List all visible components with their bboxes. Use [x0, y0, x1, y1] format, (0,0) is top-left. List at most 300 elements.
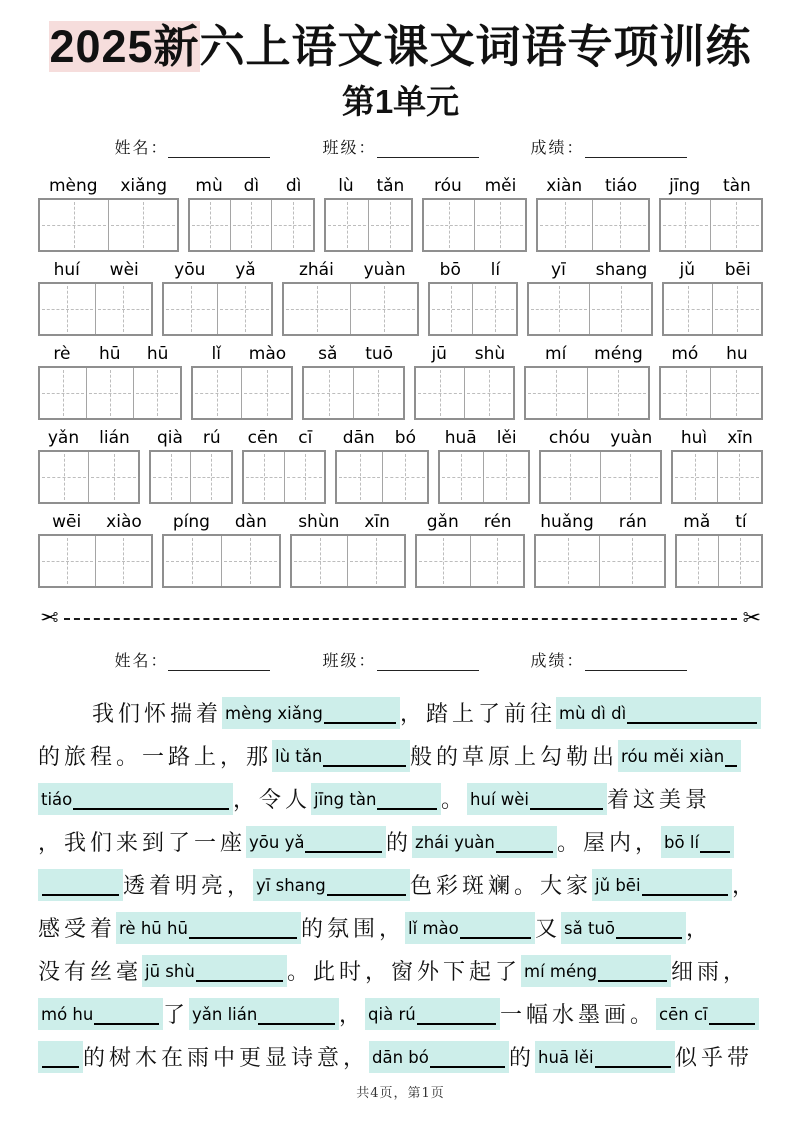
passage-blank[interactable] [467, 783, 607, 815]
writing-cell[interactable] [711, 368, 761, 418]
writing-cell[interactable] [272, 200, 312, 250]
writing-cell[interactable] [538, 200, 593, 250]
pinyin-syllable: shang [595, 260, 648, 280]
blank-underline [642, 894, 729, 896]
word-group [438, 426, 530, 504]
word-group [162, 258, 273, 336]
writing-cell[interactable] [475, 200, 525, 250]
word-group [414, 342, 516, 420]
writing-cell[interactable] [348, 536, 404, 586]
passage-text: 。屋内， [557, 831, 662, 856]
blank-underline [725, 765, 737, 767]
blank-underline [700, 851, 730, 853]
passage-text: 般的草原上勾勒出 [410, 745, 619, 770]
pinyin-syllable: lián [99, 428, 130, 448]
writing-cell[interactable] [222, 536, 279, 586]
pinyin-syllable: mèng [48, 176, 98, 196]
passage-text: ，令人 [233, 788, 312, 813]
blank-pinyin-hint: sǎ tuō [564, 918, 616, 938]
word-group [290, 510, 407, 588]
pinyin-syllable: rén [483, 512, 512, 532]
passage-text: 的旅程。一路上，那 [38, 745, 273, 770]
blank-underline [616, 937, 682, 939]
passage-text: ， [732, 874, 759, 899]
passage-blank[interactable] [222, 697, 400, 729]
blank-underline [430, 1066, 505, 1068]
passage-text: ，踏上了前往 [400, 702, 557, 727]
blank-underline [323, 765, 406, 767]
writing-cell[interactable] [242, 368, 291, 418]
passage-blank[interactable] [272, 740, 410, 772]
word-group [302, 342, 405, 420]
pinyin-row [38, 258, 763, 336]
passage-line [38, 992, 763, 1035]
blank-pinyin-hint: jīng tàn [314, 789, 377, 809]
passage-blank[interactable] [246, 826, 386, 858]
passage-text: ， [686, 917, 713, 942]
word-group [539, 426, 662, 504]
pinyin-syllable: xiàn [546, 176, 583, 196]
blank-pinyin-hint: huā lěi [538, 1047, 594, 1067]
writing-cell[interactable] [600, 536, 663, 586]
pinyin-syllable: xīn [364, 512, 390, 532]
pinyin-syllable: mí [545, 344, 567, 364]
passage-text: 的 [386, 831, 413, 856]
unit-subtitle: 第1单元 [341, 83, 460, 120]
pinyin-syllable: hū [99, 344, 121, 364]
writing-cell[interactable] [719, 536, 761, 586]
writing-cell[interactable] [430, 284, 474, 334]
writing-cell[interactable] [193, 368, 243, 418]
pinyin-syllable: mù [195, 176, 223, 196]
student-fields-top [38, 135, 763, 158]
blank-underline [196, 980, 283, 982]
writing-cell[interactable] [713, 284, 761, 334]
word-group [191, 342, 293, 420]
word-group [422, 174, 527, 252]
pinyin-syllable: rè [53, 344, 71, 364]
word-group [662, 258, 763, 336]
writing-cell[interactable] [417, 536, 470, 586]
passage-blank[interactable] [592, 869, 732, 901]
word-group [38, 426, 140, 504]
pinyin-syllable: lěi [496, 428, 517, 448]
pinyin-row [38, 174, 763, 252]
blank-pinyin-hint: mó hu [41, 1004, 94, 1024]
blank-pinyin-hint: rè hū hū [119, 918, 188, 938]
blank-underline [709, 1023, 755, 1025]
blank-pinyin-hint: qià rú [368, 1004, 416, 1024]
page-footer: 共4页，第1页 [356, 1086, 445, 1101]
blank-pinyin-hint: dān bó [372, 1047, 429, 1067]
word-group [335, 426, 428, 504]
passage-text: 着这美景 [607, 788, 712, 813]
passage-blank[interactable] [656, 998, 759, 1030]
name-field [114, 648, 270, 671]
page-title [38, 20, 763, 74]
passage-blank[interactable] [405, 912, 535, 944]
pinyin-syllable: tí [735, 512, 747, 532]
passage-text: 。此时，窗外下起了 [287, 960, 522, 985]
pinyin-syllable: yōu [174, 260, 206, 280]
passage-text: 透着明亮， [123, 874, 254, 899]
blank-pinyin-hint: jū shù [145, 961, 195, 981]
pinyin-syllable: chóu [548, 428, 591, 448]
student-fields-bottom [38, 648, 763, 671]
word-group [659, 174, 763, 252]
pinyin-syllable: hu [726, 344, 748, 364]
blank-underline [73, 808, 229, 810]
writing-cell[interactable] [285, 452, 325, 502]
pinyin-syllable: bó [394, 428, 416, 448]
pinyin-syllable: jū [431, 344, 447, 364]
writing-cell[interactable] [326, 200, 369, 250]
name-input-line[interactable] [168, 653, 270, 671]
writing-cell[interactable] [424, 200, 475, 250]
writing-cell[interactable] [40, 452, 89, 502]
blank-pinyin-hint: zhái yuàn [415, 832, 495, 852]
writing-cell[interactable] [593, 200, 647, 250]
pinyin-syllable: huǎng [540, 512, 594, 532]
writing-cell[interactable] [231, 200, 272, 250]
passage-blank[interactable] [561, 912, 686, 944]
passage-text: 的 [509, 1046, 536, 1071]
pinyin-syllable: huā [444, 428, 477, 448]
word-group [675, 510, 763, 588]
pinyin-syllable: mǎ [683, 512, 711, 532]
word-group [38, 258, 153, 336]
writing-cell[interactable] [484, 452, 527, 502]
passage-line [38, 691, 763, 734]
writing-cell[interactable] [664, 284, 713, 334]
scissors-icon: ✂ [742, 606, 761, 631]
writing-cell[interactable] [304, 368, 354, 418]
writing-cell[interactable] [718, 452, 761, 502]
passage-text: 色彩斑斓。大家 [410, 874, 593, 899]
passage-text: 了 [163, 1003, 190, 1028]
pinyin-syllable: tàn [722, 176, 751, 196]
writing-cell[interactable] [526, 368, 587, 418]
passage-blank[interactable] [618, 740, 741, 772]
writing-cell[interactable] [541, 452, 601, 502]
passage-line [38, 1035, 763, 1078]
pinyin-syllable: wēi [52, 512, 82, 532]
passage-blank[interactable] [253, 869, 410, 901]
blank-pinyin-hint: yōu yǎ [249, 832, 305, 852]
writing-cell[interactable] [164, 284, 218, 334]
pinyin-syllable: tuō [365, 344, 394, 364]
score-field [531, 648, 687, 671]
blank-underline [530, 808, 603, 810]
pinyin-syllable: mó [671, 344, 699, 364]
passage-blank[interactable] [38, 1041, 83, 1073]
blank-pinyin-hint: cēn cī [659, 1004, 708, 1024]
pinyin-syllable: dān [342, 428, 375, 448]
word-group [162, 510, 281, 588]
pinyin-syllable: yǎ [235, 260, 256, 280]
passage-text: 我们怀揣着 [92, 702, 223, 727]
writing-cell[interactable] [590, 284, 651, 334]
passage-text: 的树木在雨中更显诗意， [83, 1046, 370, 1071]
passage-text: 没有丝毫 [38, 960, 143, 985]
blank-underline [94, 1023, 159, 1025]
passage-text: 一幅水墨画。 [500, 1003, 657, 1028]
blank-pinyin-hint: yǎn lián [192, 1004, 258, 1024]
passage-blank[interactable] [412, 826, 557, 858]
blank-underline [627, 722, 757, 724]
class-label: 班级： [322, 138, 377, 157]
passage-blank[interactable] [535, 1041, 675, 1073]
passage-blank[interactable] [556, 697, 761, 729]
passage-blank[interactable] [311, 783, 441, 815]
blank-pinyin-hint: jǔ bēi [595, 875, 641, 895]
pinyin-syllable: tǎn [376, 176, 405, 196]
passage-text: ，我们来到了一座 [38, 831, 247, 856]
writing-cell[interactable] [588, 368, 648, 418]
pinyin-syllable: hū [146, 344, 169, 364]
pinyin-syllable: lí [490, 260, 501, 280]
pinyin-syllable: rán [618, 512, 647, 532]
writing-cell[interactable] [40, 200, 109, 250]
writing-cell[interactable] [89, 452, 137, 502]
passage-line [38, 949, 763, 992]
title-rest: 六上语文课文词语专项训练 [199, 21, 752, 72]
writing-cell[interactable] [190, 200, 231, 250]
cut-line [38, 608, 763, 630]
word-group [38, 510, 153, 588]
blank-pinyin-hint: yī shang [256, 875, 326, 895]
word-group [534, 510, 666, 588]
passage-blank[interactable] [38, 869, 123, 901]
word-group [242, 426, 327, 504]
pinyin-syllable: cēn [247, 428, 279, 448]
writing-cell[interactable] [661, 200, 712, 250]
word-group [415, 510, 525, 588]
writing-cell[interactable] [440, 452, 484, 502]
blank-underline [327, 894, 406, 896]
writing-cell[interactable] [40, 368, 87, 418]
pinyin-syllable: píng [172, 512, 210, 532]
word-group [659, 342, 763, 420]
passage-blank[interactable] [189, 998, 339, 1030]
pinyin-syllable: jǔ [679, 260, 695, 280]
blank-underline [324, 722, 396, 724]
pinyin-syllable: dì [285, 176, 302, 196]
passage-blank[interactable] [521, 955, 671, 987]
dashed-cut-line [64, 618, 736, 620]
word-group [536, 174, 650, 252]
blank-pinyin-hint: mí méng [524, 961, 598, 981]
writing-cell[interactable] [87, 368, 134, 418]
pinyin-syllable: huí [53, 260, 80, 280]
passage-blank[interactable] [365, 998, 500, 1030]
pinyin-syllable: yī [551, 260, 566, 280]
pinyin-syllable: sǎ [318, 344, 338, 364]
writing-cell[interactable] [601, 452, 660, 502]
writing-cell[interactable] [96, 284, 151, 334]
pinyin-syllable: jīng [669, 176, 701, 196]
passage-blank[interactable] [661, 826, 734, 858]
name-label: 姓名： [114, 138, 169, 157]
blank-underline [42, 1066, 79, 1068]
name-input-line[interactable] [168, 140, 270, 158]
pinyin-syllable: gǎn [426, 512, 459, 532]
pinyin-writing-section [38, 174, 763, 588]
class-label: 班级： [322, 651, 377, 670]
blank-pinyin-hint: huí wèi [470, 789, 530, 809]
writing-cell[interactable] [369, 200, 411, 250]
writing-cell[interactable] [661, 368, 712, 418]
blank-pinyin-hint: lǐ mào [408, 918, 459, 938]
word-group [524, 342, 650, 420]
writing-cell[interactable] [711, 200, 761, 250]
writing-cell[interactable] [673, 452, 717, 502]
writing-cell[interactable] [191, 452, 230, 502]
writing-cell[interactable] [677, 536, 720, 586]
name-field [114, 135, 270, 158]
word-group [671, 426, 763, 504]
score-field [531, 135, 687, 158]
writing-cell[interactable] [471, 536, 523, 586]
pinyin-syllable: bō [439, 260, 461, 280]
writing-cell[interactable] [40, 284, 96, 334]
blank-underline [598, 980, 667, 982]
pinyin-syllable: zhái [298, 260, 334, 280]
passage-text: 的氛围， [301, 917, 406, 942]
writing-cell[interactable] [354, 368, 403, 418]
writing-cell[interactable] [284, 284, 351, 334]
passage-text: 细雨， [671, 960, 750, 985]
class-input-line[interactable] [377, 140, 479, 158]
blank-underline [460, 937, 531, 939]
writing-cell[interactable] [96, 536, 151, 586]
word-group [428, 258, 518, 336]
scissors-icon: ✂ [40, 606, 59, 631]
class-field [322, 135, 478, 158]
writing-cell[interactable] [134, 368, 180, 418]
writing-cell[interactable] [416, 368, 465, 418]
class-input-line[interactable] [377, 653, 479, 671]
word-group [38, 342, 182, 420]
blank-pinyin-hint: bō lí [664, 832, 700, 852]
writing-cell[interactable] [351, 284, 417, 334]
passage-line [38, 820, 763, 863]
score-input-line[interactable] [585, 653, 687, 671]
blank-pinyin-hint: róu měi xiàn [621, 746, 725, 766]
pinyin-syllable: tiáo [604, 176, 638, 196]
pinyin-syllable: mào [248, 344, 287, 364]
passage-line [38, 863, 763, 906]
passage-blank[interactable] [116, 912, 301, 944]
passage-text: 似乎带 [675, 1046, 754, 1071]
pinyin-row [38, 426, 763, 504]
writing-cell[interactable] [40, 536, 96, 586]
pinyin-syllable: wèi [109, 260, 139, 280]
writing-cell[interactable] [244, 452, 285, 502]
passage-line [38, 734, 763, 777]
passage-text: 。 [441, 788, 468, 813]
pinyin-syllable: lǐ [211, 344, 221, 364]
pinyin-syllable: shù [474, 344, 506, 364]
writing-cell[interactable] [536, 536, 600, 586]
writing-cell[interactable] [218, 284, 271, 334]
blank-pinyin-hint: mèng xiǎng [225, 703, 323, 723]
passage-blank[interactable] [38, 998, 163, 1030]
word-group [149, 426, 233, 504]
score-input-line[interactable] [585, 140, 687, 158]
blank-underline [496, 851, 553, 853]
writing-cell[interactable] [465, 368, 513, 418]
blank-underline [42, 894, 119, 896]
pinyin-syllable: méng [594, 344, 643, 364]
writing-cell[interactable] [151, 452, 191, 502]
pinyin-syllable: rú [202, 428, 221, 448]
blank-underline [258, 1023, 335, 1025]
blank-pinyin-hint: lù tǎn [275, 746, 323, 766]
pinyin-syllable: shùn [298, 512, 340, 532]
word-group [527, 258, 653, 336]
blank-underline [305, 851, 382, 853]
blank-pinyin-hint: mù dì dì [559, 703, 627, 723]
blank-underline [189, 937, 297, 939]
pinyin-syllable: huì [680, 428, 708, 448]
passage-text: ， [339, 1003, 366, 1028]
writing-cell[interactable] [109, 200, 177, 250]
blank-underline [595, 1066, 671, 1068]
pinyin-syllable: lù [338, 176, 354, 196]
class-field [322, 648, 478, 671]
passage-blank[interactable] [369, 1041, 509, 1073]
writing-cell[interactable] [473, 284, 516, 334]
pinyin-syllable: qià [156, 428, 183, 448]
word-group [38, 174, 179, 252]
pinyin-syllable: yuàn [610, 428, 653, 448]
passage-line [38, 906, 763, 949]
pinyin-syllable: dì [243, 176, 260, 196]
word-group [324, 174, 413, 252]
blank-underline [377, 808, 437, 810]
pinyin-syllable: dàn [234, 512, 267, 532]
fill-in-passage [38, 691, 763, 1078]
pinyin-syllable: cī [298, 428, 313, 448]
pinyin-syllable: yuàn [363, 260, 406, 280]
title-highlight: 2025新 [49, 21, 200, 72]
pinyin-syllable: bēi [724, 260, 751, 280]
pinyin-syllable: xiào [106, 512, 142, 532]
pinyin-syllable: róu [434, 176, 462, 196]
passage-blank[interactable] [38, 783, 233, 815]
pinyin-syllable: xiǎng [120, 176, 168, 196]
blank-underline [417, 1023, 496, 1025]
writing-cell[interactable] [383, 452, 427, 502]
passage-text: 又 [535, 917, 562, 942]
writing-cell[interactable] [164, 536, 222, 586]
pinyin-syllable: yǎn [47, 428, 80, 448]
writing-cell[interactable] [337, 452, 382, 502]
word-group [188, 174, 315, 252]
pinyin-row [38, 342, 763, 420]
writing-cell[interactable] [292, 536, 349, 586]
writing-cell[interactable] [529, 284, 591, 334]
pinyin-syllable: měi [484, 176, 517, 196]
score-label: 成绩： [530, 651, 585, 670]
passage-blank[interactable] [142, 955, 287, 987]
passage-line [38, 777, 763, 820]
blank-pinyin-hint: tiáo [41, 789, 73, 809]
pinyin-row [38, 510, 763, 588]
name-label: 姓名： [114, 651, 169, 670]
word-group [282, 258, 418, 336]
